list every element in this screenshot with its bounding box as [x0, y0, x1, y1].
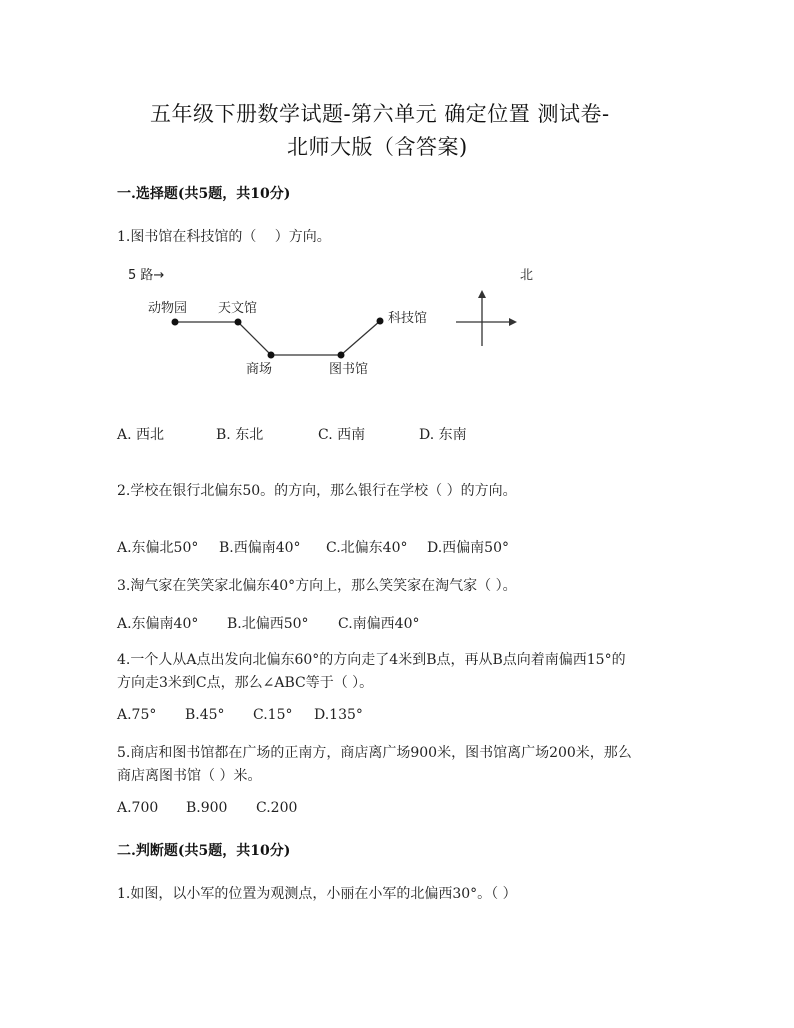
option-b[interactable]: B.北偏西50°: [227, 616, 309, 632]
option-c[interactable]: C.200: [256, 800, 298, 816]
stop-label-library: 图书馆: [329, 362, 369, 377]
option-c[interactable]: C.南偏西40°: [338, 616, 420, 632]
option-a[interactable]: A. 西北: [117, 427, 165, 443]
compass-north-arrow: [478, 290, 486, 298]
option-a[interactable]: A.75°: [117, 707, 157, 723]
question-stem-line1: 4.一个人从A点出发向北偏东60°的方向走了4米到B点，再从B点向着南偏西15°的: [117, 652, 626, 668]
section-heading: 二.判断题(共5题，共10分): [117, 843, 291, 859]
question-stem-line2: 方向走3米到C点，那么∠ABC等于（ ）。: [117, 675, 374, 691]
section-heading: 一.选择题(共5题，共10分): [117, 186, 291, 202]
page-title-line1: 五年级下册数学试题-第六单元 确定位置 测试卷-: [150, 102, 610, 126]
stop-label-observatory: 天文馆: [218, 301, 258, 316]
compass-east-arrow: [509, 318, 517, 326]
option-d[interactable]: D. 东南: [419, 427, 467, 443]
stop-label-science-museum: 科技馆: [388, 311, 428, 326]
option-a[interactable]: A.东偏南40°: [117, 616, 199, 632]
option-b[interactable]: B. 东北: [216, 427, 264, 443]
option-b[interactable]: B.45°: [185, 707, 225, 723]
option-d[interactable]: D.西偏南50°: [427, 540, 509, 556]
question-stem-line1: 5.商店和图书馆都在广场的正南方，商店离广场900米，图书馆离广场200米，那么: [117, 745, 632, 761]
stop-dot-zoo: [172, 319, 179, 326]
question-stem: 3.淘气家在笑笑家北偏东40°方向上，那么笑笑家在淘气家（ ）。: [117, 578, 517, 594]
question-stem-line2: 商店离图书馆（ ）米。: [117, 768, 262, 784]
question-stem: 2.学校在银行北偏东50。的方向，那么银行在学校（ ）的方向。: [117, 483, 517, 499]
page-title-line2: 北师大版（含答案): [287, 135, 468, 159]
stop-dot-observatory: [235, 319, 242, 326]
question-stem: 1.如图，以小军的位置为观测点，小丽在小军的北偏西30°。（ ）: [117, 886, 517, 902]
north-label: 北: [520, 268, 534, 283]
option-b[interactable]: B.900: [186, 800, 228, 816]
option-a[interactable]: A.700: [117, 800, 159, 816]
option-c[interactable]: C.15°: [253, 707, 293, 723]
question-stem: 1.图书馆在科技馆的（ ）方向。: [117, 229, 331, 245]
option-b[interactable]: B.西偏南40°: [219, 540, 301, 556]
option-a[interactable]: A.东偏北50°: [117, 540, 199, 556]
road-label: 5 路→: [128, 268, 165, 283]
stop-dot-science-museum: [377, 318, 384, 325]
route-line: [175, 321, 380, 355]
stop-label-mall: 商场: [246, 362, 273, 377]
option-c[interactable]: C. 西南: [318, 427, 366, 443]
option-d[interactable]: D.135°: [314, 707, 363, 723]
option-c[interactable]: C.北偏东40°: [326, 540, 408, 556]
stop-label-zoo: 动物园: [148, 301, 188, 316]
